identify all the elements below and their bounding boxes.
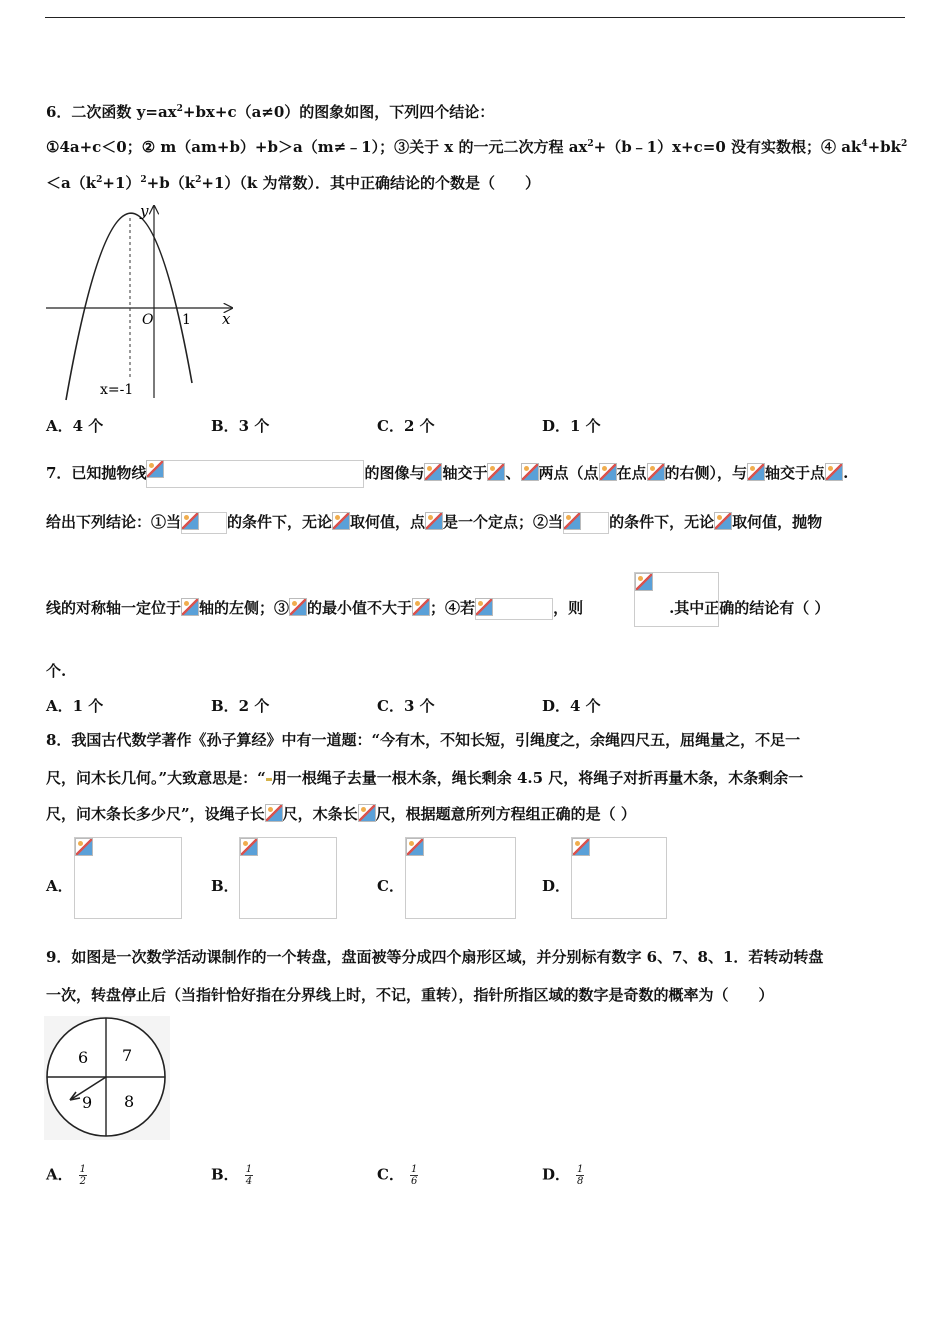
broken-image-icon	[265, 804, 283, 822]
broken-image-icon	[406, 838, 424, 856]
q9-line-2: 一次，转盘停止后（当指针恰好指在分界线上时，不记，重转），指针所指区域的数字是奇数的概率为（ ）	[46, 986, 774, 1004]
broken-image-icon	[425, 512, 443, 530]
broken-image-icon	[424, 463, 442, 481]
broken-image-icon	[412, 598, 430, 616]
broken-image-icon	[146, 460, 164, 478]
broken-image-icon	[289, 598, 307, 616]
q6-stem: 6．二次函数 $y=ax^2+bx+c(a\ne 0)$的图象如图，下列四个结论：	[46, 103, 495, 121]
q8-option-d-image	[571, 837, 667, 919]
q6-option-b[interactable]: B．3 个	[211, 417, 270, 435]
broken-image-icon	[563, 512, 581, 530]
q7-option-c[interactable]: C．3 个	[377, 697, 435, 715]
q7-option-d[interactable]: D．4 个	[542, 697, 601, 715]
broken-image-icon	[747, 463, 765, 481]
broken-image-icon	[487, 463, 505, 481]
broken-image-icon	[647, 463, 665, 481]
broken-image-icon	[714, 512, 732, 530]
broken-image-icon	[475, 598, 493, 616]
broken-image-icon	[635, 573, 653, 591]
q9-line-1: 9．如图是一次数学活动课制作的一个转盘，盘面被等分成四个扇形区域，并分别标有数字 6、7、8、1．若转动转盘	[46, 948, 824, 966]
broken-image-icon	[75, 838, 93, 856]
fraction: $\frac{1}{2}$	[79, 1164, 87, 1187]
q7-option-b[interactable]: B．2 个	[211, 697, 270, 715]
fraction: $\frac{1}{6}$	[410, 1164, 418, 1187]
broken-image-icon	[181, 598, 199, 616]
q7-line-2: 给出下列结论：①当 的条件下，无论 取何值，点 是一个定点；②当 的条件下，无论 取何值，抛物	[46, 512, 822, 534]
broken-image-icon	[332, 512, 350, 530]
q8-option-a-image	[74, 837, 182, 919]
q7-line-1: 7．已知抛物线 的图像与 轴交于 、 两点（点 在点 的右侧），与 轴交于点 .	[46, 460, 848, 488]
broken-image-icon	[181, 512, 199, 530]
q7-option-a[interactable]: A．1 个	[46, 697, 104, 715]
formula-image	[563, 512, 609, 534]
q8-line-1: 8．我国古代数学著作《孙子算经》中有一道题：“今有木，不知长短，引绳度之，余绳四尺五，屈绳量之，不足一	[46, 731, 801, 749]
broken-image-icon	[521, 463, 539, 481]
q6-statements-2: $<a(k^2+1)^2+b(k^2+1)(k$ 为常数）．其中正确结论的个数是（ ）	[46, 174, 541, 192]
q8-option-b[interactable]: B．	[211, 877, 239, 895]
tick-label-1: 1	[182, 312, 191, 328]
q6-option-a[interactable]: A．4 个	[46, 417, 104, 435]
q9-option-b[interactable]: B． $\frac{1}{4}$	[211, 1164, 253, 1187]
q7-line-4: 个.	[46, 662, 67, 680]
broken-image-icon	[825, 463, 843, 481]
broken-image-icon	[572, 838, 590, 856]
origin-label: O	[142, 312, 154, 328]
q6-statements-1: ①4a+c＜0；② m（am+b）+b＞a（m≠﹣1）；③关于 x 的一元二次方程 $ax^2+(b﹣1)x+c=0$ 没有实数根；④ $ak^4+bk^2$	[46, 138, 908, 156]
header-rule	[45, 17, 905, 18]
q6-parabola-graph	[44, 200, 240, 405]
q6-option-d[interactable]: D．1 个	[542, 417, 601, 435]
y-axis-label: y	[140, 202, 149, 220]
sector-7: 7	[122, 1046, 133, 1065]
formula-image	[634, 572, 719, 627]
x-axis-label: x	[222, 310, 231, 328]
sector-8: 8	[124, 1092, 135, 1111]
broken-image-icon	[599, 463, 617, 481]
broken-image-icon	[358, 804, 376, 822]
q8-option-c[interactable]: C．	[377, 877, 404, 895]
q8-option-c-image	[405, 837, 516, 919]
formula-image	[146, 460, 364, 488]
q8-option-d[interactable]: D．	[542, 877, 571, 895]
symmetry-label: x=-1	[100, 382, 134, 398]
broken-image-icon	[240, 838, 258, 856]
sector-9: 9	[82, 1093, 93, 1112]
sector-6: 6	[78, 1048, 89, 1067]
q8-option-a[interactable]: A．	[46, 877, 73, 895]
fraction: $\frac{1}{8}$	[577, 1164, 584, 1187]
formula-image	[475, 598, 553, 620]
q8-option-b-image	[239, 837, 337, 919]
spinner-figure	[44, 1016, 170, 1140]
parabola-curve	[66, 213, 192, 400]
q7-line-3: 线的对称轴一定位于 轴的左侧；③ 的最小值不大于 ；④若 ，则 .其中正确的结论有（ ）	[46, 598, 830, 620]
q9-option-d[interactable]: D． $\frac{1}{8}$	[542, 1164, 584, 1187]
q9-option-a[interactable]: A． $\frac{1}{2}$	[46, 1164, 87, 1187]
fraction: $\frac{1}{4}$	[245, 1164, 253, 1187]
q6-option-c[interactable]: C．2 个	[377, 417, 435, 435]
q8-line-2: 尺，问木长几何。”大致意思是：“ 用一根绳子去量一根木条，绳长剩余 4.5 尺，将绳子对折再量木条，木条剩余一	[46, 769, 804, 787]
q8-line-3: 尺，问木条长多少尺”，设绳子长 尺，木条长 尺，根据题意所列方程组正确的是（ ）	[46, 805, 636, 823]
q9-option-c[interactable]: C． $\frac{1}{6}$	[377, 1164, 418, 1187]
formula-image	[181, 512, 227, 534]
